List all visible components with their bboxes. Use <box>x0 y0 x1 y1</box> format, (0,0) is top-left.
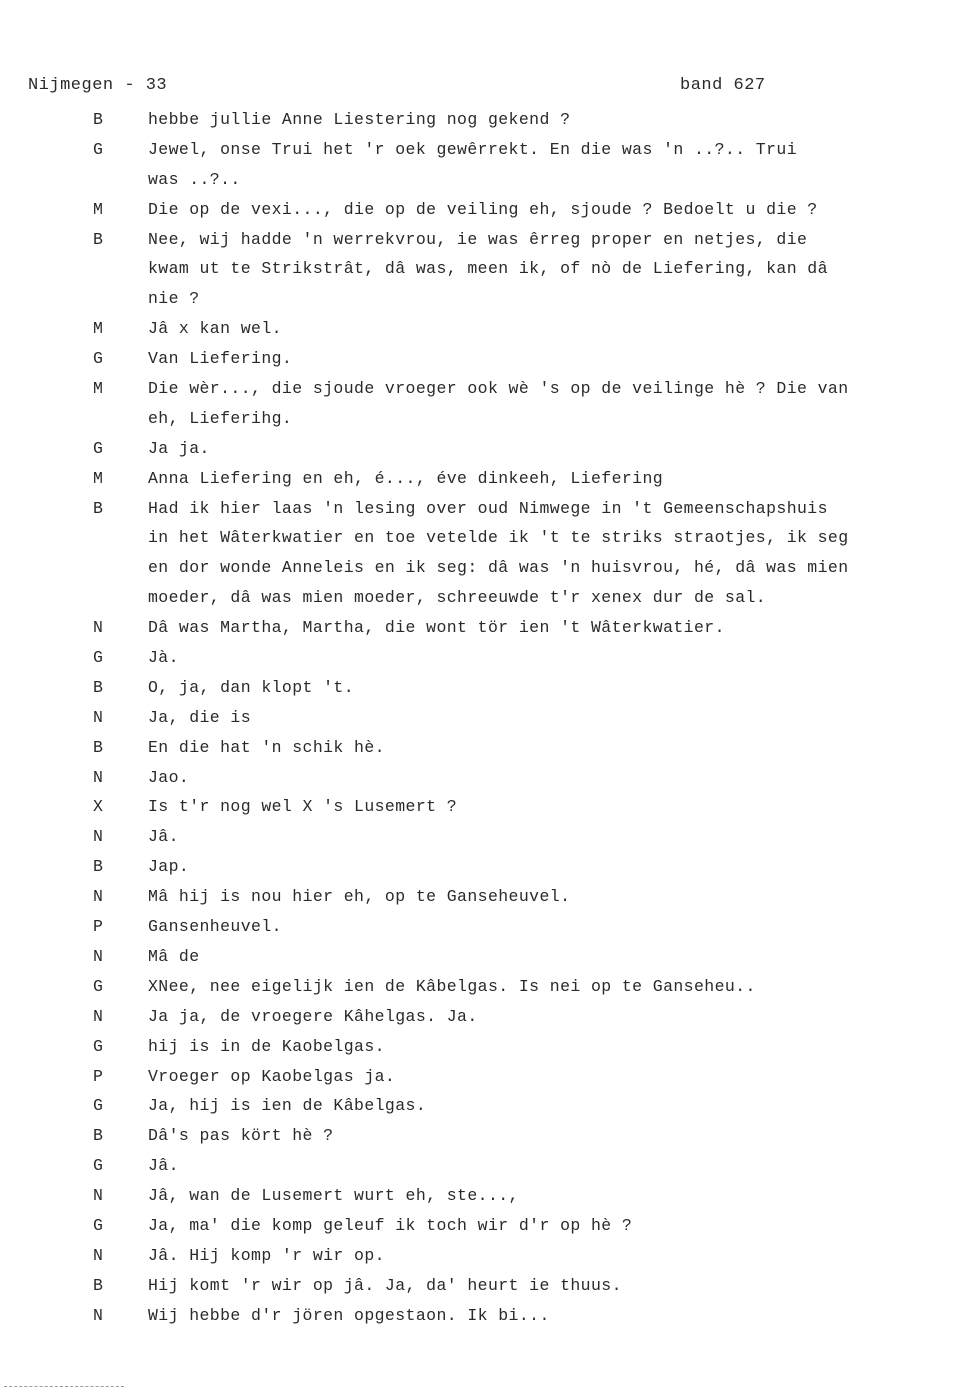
speaker-label: P <box>93 1066 103 1086</box>
speaker-label: B <box>93 229 103 249</box>
speaker-label: N <box>93 1245 103 1265</box>
utterance-text: Wij hebbe d'r jören opgestaon. Ik bi... <box>148 1305 550 1325</box>
transcript-body <box>0 105 979 1331</box>
transcript-line <box>0 852 979 882</box>
utterance-text: Vroeger op Kaobelgas ja. <box>148 1066 396 1086</box>
utterance-text: Gansenheuvel. <box>148 917 282 937</box>
utterance-text: Die wèr..., die sjoude vroeger ook wè 's op de veilinge hè ? Die van <box>148 379 849 399</box>
utterance-text: Van Liefering. <box>148 349 293 369</box>
speaker-label: N <box>93 887 103 907</box>
utterance-text: Dâ's pas kört hè ? <box>148 1126 334 1146</box>
transcript-line <box>0 882 979 912</box>
speaker-label: N <box>93 618 103 638</box>
speaker-label: B <box>93 1275 103 1295</box>
utterance-text: Jâ, wan de Lusemert wurt eh, ste..., <box>148 1186 519 1206</box>
transcript-line <box>0 1091 979 1121</box>
transcript-line <box>0 344 979 374</box>
transcript-line <box>0 643 979 673</box>
transcript-line <box>0 703 979 733</box>
speaker-label: X <box>93 797 103 817</box>
transcript-line <box>0 105 979 135</box>
speaker-label: B <box>93 677 103 697</box>
transcript-line <box>0 1301 979 1331</box>
utterance-text: hebbe jullie Anne Liestering nog gekend ? <box>148 110 571 129</box>
speaker-label: N <box>93 1186 103 1206</box>
speaker-label: M <box>93 379 103 399</box>
utterance-text: Nee, wij hadde 'n werrekvrou, ie was êrreg proper en netjes, die <box>148 229 808 249</box>
transcript-line <box>0 434 979 464</box>
speaker-label: G <box>93 1215 103 1235</box>
speaker-label: B <box>93 498 103 518</box>
utterance-text: XNee, nee eigelijk ien de Kâbelgas. Is nei op te Ganseheu.. <box>148 976 756 996</box>
transcript-line <box>0 1151 979 1181</box>
speaker-label: B <box>93 110 103 129</box>
transcript-line <box>0 673 979 703</box>
utterance-text: Is t'r nog wel X 's Lusemert ? <box>148 797 458 817</box>
utterance-text: O, ja, dan klopt 't. <box>148 677 355 697</box>
utterance-text: eh, Lieferihg. <box>148 408 293 428</box>
utterance-text: en dor wonde Anneleis en ik seg: dâ was 'n huisvrou, hé, dâ was mien <box>148 558 849 578</box>
transcript-line <box>0 972 979 1002</box>
utterance-text: Had ik hier laas 'n lesing over oud Nimwege in 't Gemeenschapshuis <box>148 498 828 518</box>
transcript-line <box>0 523 979 553</box>
footer-divider <box>4 1386 124 1387</box>
utterance-text: Ja ja, de vroegere Kâhelgas. Ja. <box>148 1006 478 1026</box>
transcript-line <box>0 912 979 942</box>
utterance-text: Jâ. Hij komp 'r wir op. <box>148 1245 385 1265</box>
transcript-line <box>0 374 979 404</box>
speaker-label: M <box>93 319 103 339</box>
speaker-label: N <box>93 707 103 727</box>
utterance-text: Jao. <box>148 767 190 787</box>
utterance-text: Jewel, onse Trui het 'r oek gewêrrekt. En die was 'n ..?.. Trui <box>148 139 798 159</box>
utterance-text: Jâ. <box>148 1156 179 1176</box>
transcript-line <box>0 494 979 524</box>
transcript-line <box>0 1062 979 1092</box>
transcript-line <box>0 733 979 763</box>
speaker-label: N <box>93 946 103 966</box>
transcript-line <box>0 314 979 344</box>
transcript-line <box>0 792 979 822</box>
utterance-text: Ja, die is <box>148 707 252 727</box>
speaker-label: P <box>93 917 103 937</box>
utterance-text: Anna Liefering en eh, é..., éve dinkeeh, Liefering <box>148 468 664 488</box>
utterance-text: Mâ de <box>148 946 200 966</box>
page-header-location: Nijmegen - 33 <box>28 76 168 95</box>
utterance-text: Ja, ma' die komp geleuf ik toch wir d'r op hè ? <box>148 1215 633 1235</box>
transcript-line <box>0 135 979 165</box>
transcript-line <box>0 165 979 195</box>
transcript-line <box>0 1271 979 1301</box>
speaker-label: G <box>93 438 103 458</box>
transcript-line <box>0 942 979 972</box>
utterance-text: Dâ was Martha, Martha, die wont tör ien 't Wâterkwatier. <box>148 618 725 638</box>
page-header-tape-number: band 627 <box>680 76 766 95</box>
utterance-text: was ..?.. <box>148 169 241 189</box>
speaker-label: G <box>93 139 103 159</box>
transcript-line <box>0 254 979 284</box>
utterance-text: nie ? <box>148 289 200 309</box>
utterance-text: Mâ hij is nou hier eh, op te Ganseheuvel. <box>148 887 571 907</box>
utterance-text: Jâ x kan wel. <box>148 319 282 339</box>
speaker-label: G <box>93 1156 103 1176</box>
speaker-label: M <box>93 199 103 219</box>
utterance-text: hij is in de Kaobelgas. <box>148 1036 385 1056</box>
transcript-line <box>0 553 979 583</box>
utterance-text: Jap. <box>148 857 190 877</box>
transcript-line <box>0 1002 979 1032</box>
utterance-text: Jà. <box>148 648 179 668</box>
transcript-line <box>0 583 979 613</box>
speaker-label: N <box>93 1006 103 1026</box>
transcript-line <box>0 1241 979 1271</box>
transcript-line <box>0 284 979 314</box>
utterance-text: Ja, hij is ien de Kâbelgas. <box>148 1096 427 1116</box>
speaker-label: N <box>93 827 103 847</box>
speaker-label: G <box>93 648 103 668</box>
speaker-label: M <box>93 468 103 488</box>
speaker-label: N <box>93 1305 103 1325</box>
transcript-line <box>0 1181 979 1211</box>
utterance-text: En die hat 'n schik hè. <box>148 737 385 757</box>
transcript-line <box>0 225 979 255</box>
speaker-label: N <box>93 767 103 787</box>
utterance-text: in het Wâterkwatier en toe vetelde ik 't te striks straotjes, ik seg <box>148 528 849 548</box>
transcript-line <box>0 464 979 494</box>
transcript-line <box>0 195 979 225</box>
utterance-text: Ja ja. <box>148 438 210 458</box>
utterance-text: Hij komt 'r wir op jâ. Ja, da' heurt ie thuus. <box>148 1275 622 1295</box>
speaker-label: G <box>93 1036 103 1056</box>
transcript-line <box>0 613 979 643</box>
speaker-label: B <box>93 1126 103 1146</box>
utterance-text: moeder, dâ was mien moeder, schreeuwde t'r xenex dur de sal. <box>148 588 767 608</box>
speaker-label: G <box>93 1096 103 1116</box>
utterance-text: kwam ut te Strikstrât, dâ was, meen ik, of nò de Liefering, kan dâ <box>148 259 828 279</box>
transcript-line <box>0 404 979 434</box>
transcript-line <box>0 1211 979 1241</box>
speaker-label: B <box>93 857 103 877</box>
transcript-line <box>0 822 979 852</box>
utterance-text: Jâ. <box>148 827 179 847</box>
speaker-label: B <box>93 737 103 757</box>
speaker-label: G <box>93 349 103 369</box>
transcript-line <box>0 763 979 793</box>
transcript-line <box>0 1121 979 1151</box>
speaker-label: G <box>93 976 103 996</box>
transcript-line <box>0 1032 979 1062</box>
utterance-text: Die op de vexi..., die op de veiling eh, sjoude ? Bedoelt u die ? <box>148 199 818 219</box>
